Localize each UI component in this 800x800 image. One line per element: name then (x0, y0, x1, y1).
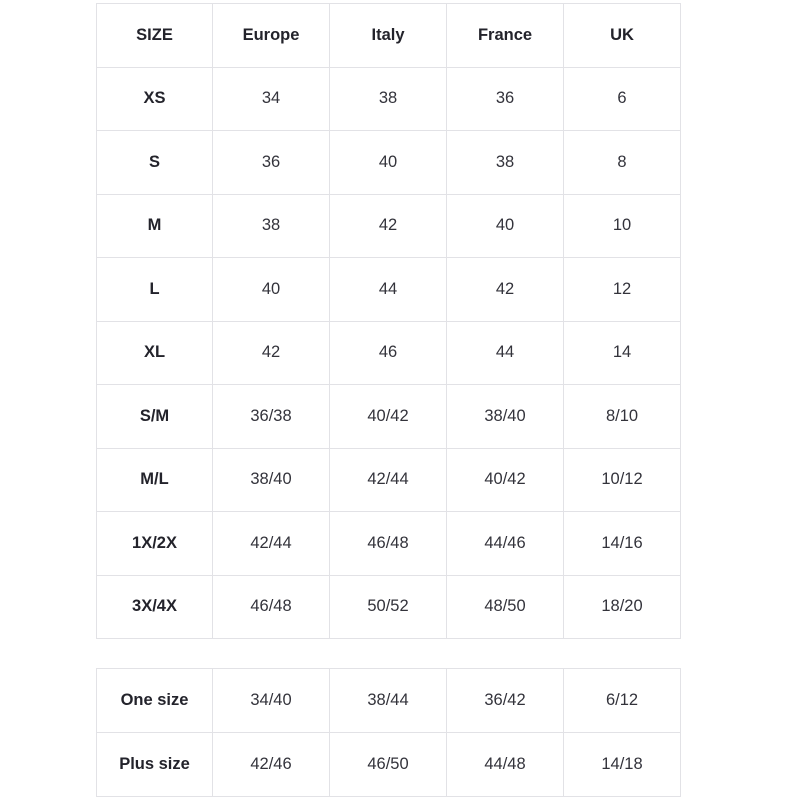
table-row (97, 258, 681, 322)
cell-europe: 38 (213, 194, 330, 258)
cell-europe: 46/48 (213, 575, 330, 639)
cell-uk: 6/12 (564, 669, 681, 733)
cell-uk: 8 (564, 131, 681, 195)
cell-europe: 34/40 (213, 669, 330, 733)
row-label: M/L (97, 448, 213, 512)
table-row (97, 67, 681, 131)
cell-europe: 38/40 (213, 448, 330, 512)
cell-italy: 46/48 (330, 512, 447, 576)
cell-italy: 44 (330, 258, 447, 322)
cell-france: 48/50 (447, 575, 564, 639)
row-label: XL (97, 321, 213, 385)
table-row (97, 575, 681, 639)
cell-europe: 42 (213, 321, 330, 385)
cell-italy: 46/50 (330, 733, 447, 797)
cell-uk: 14/16 (564, 512, 681, 576)
secondary-size-table (96, 668, 681, 797)
cell-france: 38/40 (447, 385, 564, 449)
cell-france: 42 (447, 258, 564, 322)
table-row (97, 448, 681, 512)
cell-italy: 38 (330, 67, 447, 131)
cell-italy: 42/44 (330, 448, 447, 512)
primary-size-table-container (96, 3, 680, 639)
cell-france: 36/42 (447, 669, 564, 733)
table-row (97, 194, 681, 258)
table-row (97, 321, 681, 385)
row-label: XS (97, 67, 213, 131)
cell-europe: 36 (213, 131, 330, 195)
row-label: S (97, 131, 213, 195)
table-header-row (97, 4, 681, 68)
column-header-italy: Italy (330, 4, 447, 68)
column-header-france: France (447, 4, 564, 68)
cell-uk: 12 (564, 258, 681, 322)
table-row (97, 512, 681, 576)
primary-table-head (97, 4, 681, 68)
cell-uk: 8/10 (564, 385, 681, 449)
row-label: M (97, 194, 213, 258)
cell-europe: 34 (213, 67, 330, 131)
primary-table-body (97, 67, 681, 639)
row-label: 1X/2X (97, 512, 213, 576)
cell-uk: 18/20 (564, 575, 681, 639)
row-label: One size (97, 669, 213, 733)
cell-uk: 10 (564, 194, 681, 258)
secondary-size-table-container (96, 668, 680, 797)
cell-italy: 40 (330, 131, 447, 195)
cell-italy: 46 (330, 321, 447, 385)
table-row (97, 385, 681, 449)
cell-france: 44/46 (447, 512, 564, 576)
row-label: 3X/4X (97, 575, 213, 639)
cell-uk: 14/18 (564, 733, 681, 797)
column-header-size: SIZE (97, 4, 213, 68)
primary-size-table (96, 3, 681, 639)
column-header-europe: Europe (213, 4, 330, 68)
cell-uk: 14 (564, 321, 681, 385)
table-row (97, 131, 681, 195)
row-label: L (97, 258, 213, 322)
row-label: S/M (97, 385, 213, 449)
cell-france: 44 (447, 321, 564, 385)
row-label: Plus size (97, 733, 213, 797)
cell-europe: 42/46 (213, 733, 330, 797)
cell-france: 36 (447, 67, 564, 131)
table-row (97, 733, 681, 797)
cell-europe: 42/44 (213, 512, 330, 576)
cell-france: 38 (447, 131, 564, 195)
cell-france: 40/42 (447, 448, 564, 512)
cell-france: 40 (447, 194, 564, 258)
cell-italy: 42 (330, 194, 447, 258)
cell-uk: 6 (564, 67, 681, 131)
cell-uk: 10/12 (564, 448, 681, 512)
cell-italy: 40/42 (330, 385, 447, 449)
table-row (97, 669, 681, 733)
column-header-uk: UK (564, 4, 681, 68)
cell-europe: 36/38 (213, 385, 330, 449)
cell-europe: 40 (213, 258, 330, 322)
cell-italy: 50/52 (330, 575, 447, 639)
secondary-table-body (97, 669, 681, 797)
cell-italy: 38/44 (330, 669, 447, 733)
cell-france: 44/48 (447, 733, 564, 797)
